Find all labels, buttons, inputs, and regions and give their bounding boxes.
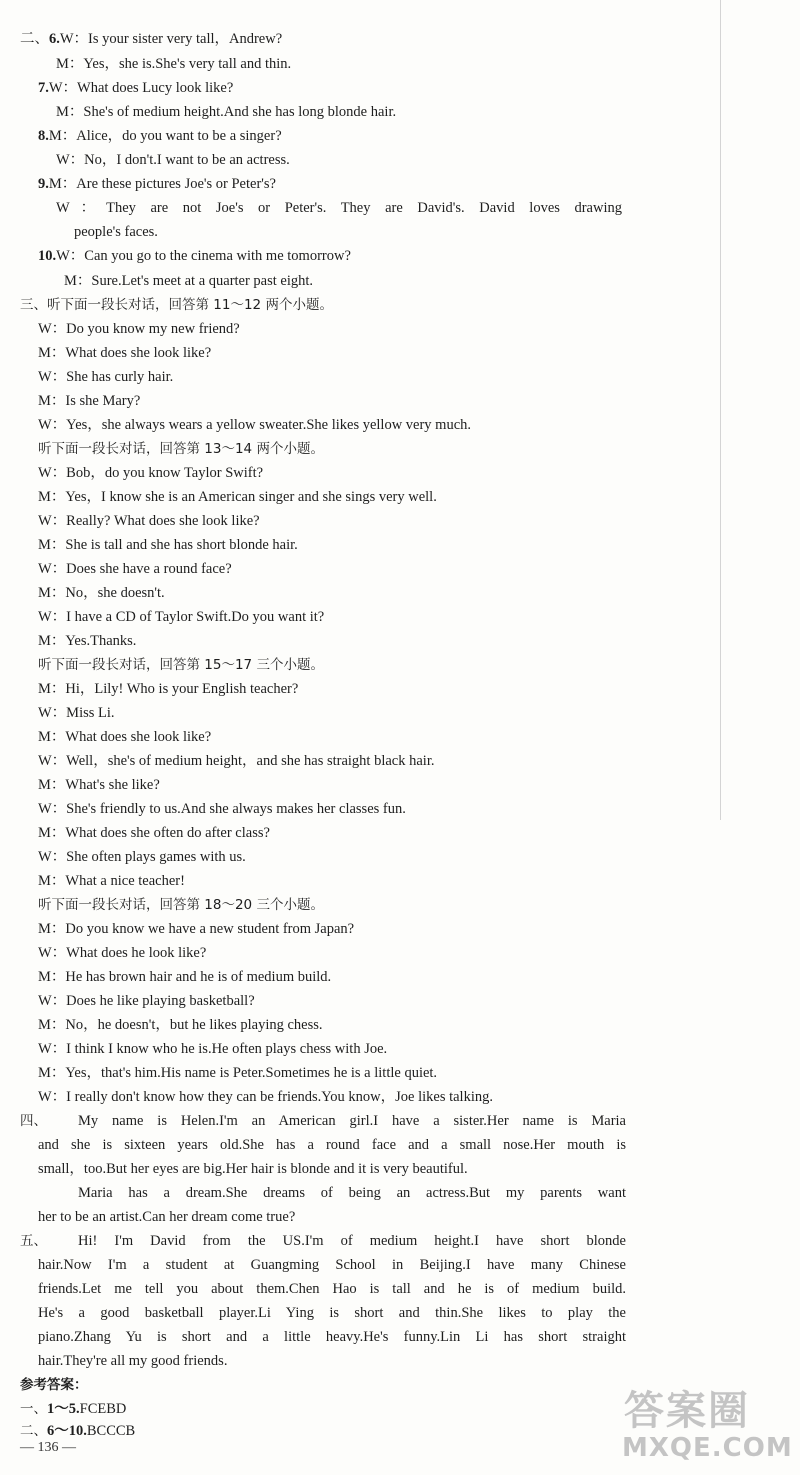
q8-w-line: W：No，I don't.I want to be an actress.	[56, 152, 290, 168]
dialogue3-line: W：She often plays games with us.	[38, 849, 246, 865]
q7-number: 7.	[38, 80, 49, 96]
passage4-line: My name is Helen.I'm an American girl.I have a sister.Her name is Maria	[78, 1113, 626, 1129]
dialogue4-line: W：What does he look like?	[38, 945, 207, 961]
site-watermark	[600, 1375, 793, 1470]
q7-m-line: M：She's of medium height.And she has long blonde hair.	[56, 104, 397, 120]
answer-key-1	[20, 1398, 126, 1420]
passage5-line: hair.Now I'm a student at Guangming School in Beijing.I have many Chinese	[38, 1257, 626, 1273]
q6-number: 6.	[49, 31, 60, 47]
page-number: — 136 —	[20, 1440, 76, 1455]
dialogue3-line: W：Miss Li.	[38, 705, 115, 721]
q6-w-line: W：Is your sister very tall，Andrew?	[59, 31, 283, 47]
q10-number: 10.	[38, 248, 57, 264]
dialogue1-line: W：Do you know my new friend?	[38, 321, 240, 337]
answer-key-2-values: BCCCB	[86, 1423, 136, 1439]
dialogue3-line: M：What a nice teacher!	[38, 873, 185, 889]
q7-w-line: W：What does Lucy look like?	[48, 80, 234, 96]
dialogue3-line: M：What does she often do after class?	[38, 825, 270, 841]
answer-key-1-values: FCEBD	[79, 1401, 127, 1417]
section3-intro-3: 听下面一段长对话，回答第 15～17 三个小题。	[38, 657, 324, 673]
passage4-line: and she is sixteen years old.She has a round face and a small nose.Her mouth is	[38, 1137, 626, 1153]
passage5-line: He's a good basketball player.Li Ying is short and thin.She likes to play the	[38, 1305, 626, 1321]
passage5-line: Hi! I'm David from the US.I'm of medium height.I have short blonde	[78, 1233, 626, 1249]
passage4-line: Maria has a dream.She dreams of being an actress.But my parents want	[78, 1185, 626, 1201]
q7-question	[38, 77, 233, 99]
section5-prefix: 五、	[20, 1233, 47, 1249]
dialogue4-line: M：He has brown hair and he is of medium build.	[38, 969, 332, 985]
dialogue4-line: W：Does he like playing basketball?	[38, 993, 255, 1009]
dialogue2-line: W：Does she have a round face?	[38, 561, 232, 577]
dialogue1-line: W：Yes，she always wears a yellow sweater.She likes yellow very much.	[38, 417, 472, 433]
dialogue2-line: M：She is tall and she has short blonde hair.	[38, 537, 298, 553]
dialogue2-line: M：Yes，I know she is an American singer and she sings very well.	[38, 489, 437, 505]
dialogue2-line: W：I have a CD of Taylor Swift.Do you want it?	[38, 609, 325, 625]
answer-key-2	[20, 1420, 135, 1442]
q6-m-line: M：Yes，she is.She's very tall and thin.	[56, 56, 292, 72]
answers-title: 参考答案：	[20, 1377, 88, 1393]
answer-key-1-prefix: 一、	[20, 1401, 47, 1417]
dialogue4-line: M：Do you know we have a new student from Japan?	[38, 921, 355, 937]
q8-question	[38, 125, 282, 147]
dialogue2-line: M：Yes.Thanks.	[38, 633, 137, 649]
watermark-logo: 答案圈	[624, 1388, 750, 1434]
answer-key-2-range: 6～10.	[47, 1423, 87, 1439]
dialogue4-line: M：No，he doesn't，but he likes playing chess.	[38, 1017, 323, 1033]
q8-number: 8.	[38, 128, 49, 144]
q9-w-line-cont: people's faces.	[74, 224, 158, 240]
dialogue2-line: M：No，she doesn't.	[38, 585, 165, 601]
passage5-line: friends.Let me tell you about them.Chen Hao is tall and he is of medium build.	[38, 1281, 626, 1297]
q6-question	[20, 28, 282, 50]
dialogue1-line: M：What does she look like?	[38, 345, 212, 361]
q9-w-line: W：They are not Joe's or Peter's. They are David's. David loves drawing	[56, 200, 622, 216]
passage4-line: small，too.But her eyes are big.Her hair is blonde and it is very beautiful.	[38, 1161, 468, 1177]
dialogue1-line: M：Is she Mary?	[38, 393, 141, 409]
q9-question	[38, 173, 276, 195]
section2-prefix: 二、	[20, 31, 49, 47]
q9-m-line: M：Are these pictures Joe's or Peter's?	[48, 176, 276, 192]
q10-question	[38, 245, 351, 267]
dialogue3-line: M：What's she like?	[38, 777, 160, 793]
dialogue3-line: W：Well，she's of medium height，and she has straight black hair.	[38, 753, 435, 769]
passage4-line: her to be an artist.Can her dream come true?	[38, 1209, 296, 1225]
section3-intro-1: 三、听下面一段长对话，回答第 11～12 两个小题。	[20, 297, 333, 313]
dialogue4-line: M：Yes，that's him.His name is Peter.Sometimes he is a little quiet.	[38, 1065, 438, 1081]
watermark-url: MXQE.COM	[622, 1433, 793, 1463]
dialogue4-line: W：I really don't know how they can be friends.You know，Joe likes talking.	[38, 1089, 493, 1105]
q8-m-line: M：Alice，do you want to be a singer?	[48, 128, 282, 144]
dialogue3-line: M：What does she look like?	[38, 729, 212, 745]
section4-prefix: 四、	[20, 1113, 47, 1129]
answer-key-2-prefix: 二、	[20, 1423, 47, 1439]
section3-intro-4: 听下面一段长对话，回答第 18～20 三个小题。	[38, 897, 324, 913]
dialogue3-line: M：Hi，Lily! Who is your English teacher?	[38, 681, 299, 697]
dialogue2-line: W：Bob，do you know Taylor Swift?	[38, 465, 264, 481]
passage5-line: piano.Zhang Yu is short and a little heavy.He's funny.Lin Li has short straight	[38, 1329, 626, 1345]
dialogue4-line: W：I think I know who he is.He often plays chess with Joe.	[38, 1041, 388, 1057]
q10-w-line: W：Can you go to the cinema with me tomorrow?	[56, 248, 351, 264]
answer-key-1-range: 1～5.	[47, 1401, 80, 1417]
passage5-line: hair.They're all my good friends.	[38, 1353, 228, 1369]
q10-m-line: M：Sure.Let's meet at a quarter past eight.	[64, 273, 314, 289]
q9-number: 9.	[38, 176, 49, 192]
dialogue3-line: W：She's friendly to us.And she always makes her classes fun.	[38, 801, 406, 817]
dialogue1-line: W：She has curly hair.	[38, 369, 174, 385]
dialogue2-line: W：Really? What does she look like?	[38, 513, 260, 529]
section3-intro-2: 听下面一段长对话，回答第 13～14 两个小题。	[38, 441, 324, 457]
